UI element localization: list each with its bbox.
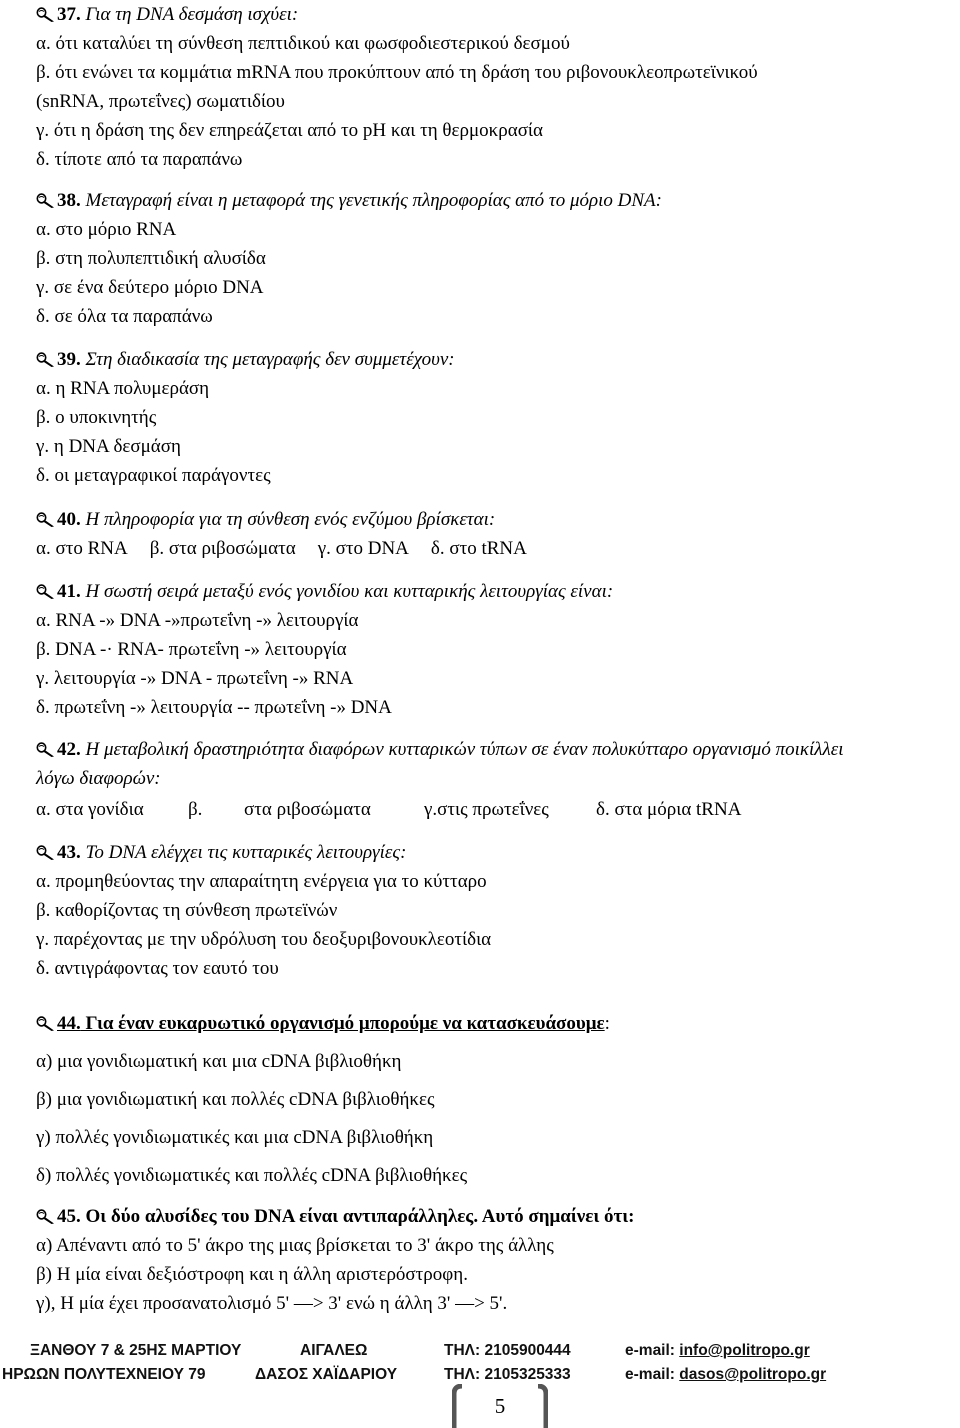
question-number: 37.: [57, 4, 81, 25]
pencil-icon: [36, 843, 56, 861]
option-c: γ) πολλές γονιδιωματικές και μια cDNA βιβλιοθήκη: [36, 1127, 434, 1148]
footer-email-label: e-mail:: [625, 1342, 680, 1359]
option-b: β. ότι ενώνει τα κομμάτια mRNA που προκύπτουν από τη δράση του ριβονουκλεοπρωτεϊνικού: [36, 62, 758, 83]
option-a: α. ότι καταλύει τη σύνθεση πεπτιδικού και φωσφοδιεστερικού δεσμού: [36, 33, 570, 54]
question-header: [36, 505, 952, 534]
option-b: β. καθορίζοντας τη σύνθεση πρωτεϊνών: [36, 900, 338, 921]
question-header: [36, 0, 952, 29]
option-a: α. η RNA πολυμεράση: [36, 378, 210, 399]
footer-area: ΔΑΣΟΣ ΧΑΪΔΑΡΙΟΥ: [255, 1366, 398, 1383]
option-c: γ. στο DNA: [317, 538, 409, 559]
option-b: β. στα ριβοσώματα: [149, 538, 296, 559]
option-c: γ), Η μία έχει προσανατολισμό 5' —> 3' ενώ η άλλη 3' —> 5'.: [36, 1293, 508, 1314]
footer-area: ΑΙΓΑΛΕΩ: [300, 1342, 368, 1359]
question-text: Η μεταβολική δραστηριότητα διαφόρων κυτταρικών τύπων σε έναν πολυκύτταρο οργανισμό ποικίλλει: [80, 739, 844, 760]
option-b: β) μια γονιδιωματική και πολλές cDNA βιβλιοθήκες: [36, 1089, 435, 1110]
question-header: [36, 735, 952, 764]
option-d: δ. σε όλα τα παραπάνω: [36, 306, 213, 327]
question-number: 43.: [57, 842, 81, 863]
question-text: Η σωστή σειρά μεταξύ ενός γονιδίου και κυτταρικής λειτουργίας είναι:: [80, 581, 614, 602]
footer-email: [625, 1360, 826, 1389]
question-number: 42.: [57, 739, 81, 760]
question-41: [36, 577, 952, 722]
question-42: [36, 735, 952, 827]
option-d: δ. τίποτε από τα παραπάνω: [36, 149, 243, 170]
option-c: γ. λειτουργία -» DNA - πρωτεΐνη -» RNA: [36, 668, 354, 689]
pencil-icon: [36, 582, 56, 600]
question-40: [36, 505, 952, 563]
option-b: β) Η μία είναι δεξιόστροφη και η άλλη αριστερόστροφη.: [36, 1264, 468, 1285]
question-header: [36, 577, 952, 606]
footer-phone: ΤΗΛ: 2105900444: [444, 1342, 571, 1359]
question-text: Για έναν ευκαρυωτικό οργανισμό μπορούμε να κατασκευάσουμε: [80, 1013, 605, 1034]
option-a: α. στο μόριο RNA: [36, 219, 177, 240]
option-d: δ. στα μόρια tRNA: [596, 799, 742, 820]
question-number: 40.: [57, 509, 81, 530]
question-header: [36, 1202, 952, 1231]
option-c: γ.στις πρωτεΐνες: [424, 799, 549, 820]
option-d: δ) πολλές γονιδιωματικές και πολλές cDNA βιβλιοθήκες: [36, 1165, 468, 1186]
question-header: [36, 1005, 952, 1043]
pencil-icon: [36, 740, 56, 758]
question-header: [36, 345, 952, 374]
question-37: [36, 0, 952, 174]
pencil-icon: [36, 191, 56, 209]
option-c: γ. η DNA δεσμάση: [36, 436, 181, 457]
options-row: [36, 793, 952, 827]
question-header: [36, 186, 952, 215]
question-45: [36, 1202, 952, 1318]
question-header: [36, 838, 952, 867]
question-44: [36, 1005, 952, 1195]
option-b: β. DNA -· RNA- πρωτεΐνη -» λειτουργία: [36, 639, 347, 660]
option-d: δ. πρωτεΐνη -» λειτουργία -- πρωτεΐνη -» DNA: [36, 697, 392, 718]
question-number: 39.: [57, 349, 81, 370]
page-number-box: [452, 1384, 548, 1428]
option-b: β. ο υποκινητής: [36, 407, 157, 428]
option-a: α. προμηθεύοντας την απαραίτητη ενέργεια για το κύτταρο: [36, 871, 487, 892]
option-c: γ. ότι η δράση της δεν επηρεάζεται από το pH και τη θερμοκρασία: [36, 120, 543, 141]
question-text: Για τη DNA δεσμάση ισχύει:: [80, 4, 299, 25]
option-a: α. RNA -» DNA -»πρωτεΐνη -» λειτουργία: [36, 610, 359, 631]
pencil-icon: [36, 1207, 56, 1225]
question-text: Η πληροφορία για τη σύνθεση ενός ενζύμου βρίσκεται:: [80, 509, 496, 530]
option-c: γ. παρέχοντας με την υδρόλυση του δεοξυριβονουκλεοτίδια: [36, 929, 492, 950]
question-43: [36, 838, 952, 983]
option-a: α) Απέναντι από το 5' άκρο της μιας βρίσκεται το 3' άκρο της άλλης: [36, 1235, 554, 1256]
option-b-continued: (snRNA, πρωτεΐνες) σωματιδίου: [36, 91, 285, 112]
option-a: α) μια γονιδιωματική και μια cDNA βιβλιοθήκη: [36, 1051, 402, 1072]
footer-phone: ΤΗΛ: 2105325333: [444, 1366, 571, 1383]
question-colon: :: [604, 1013, 610, 1034]
question-text-continued: λόγω διαφορών:: [36, 768, 161, 789]
option-d: δ. αντιγράφοντας τον εαυτό του: [36, 958, 279, 979]
question-number: 38.: [57, 190, 81, 211]
footer-email-label: e-mail:: [625, 1366, 680, 1383]
footer-email-link[interactable]: dasos@politropo.gr: [679, 1366, 827, 1383]
question-text: Το DNA ελέγχει τις κυτταρικές λειτουργίες:: [80, 842, 407, 863]
option-a: α. στα γονίδια: [36, 799, 144, 820]
page-number: 5: [494, 1394, 506, 1418]
footer-address: ΞΑΝΘΟΥ 7 & 25ΗΣ ΜΑΡΤΙΟΥ: [30, 1342, 242, 1359]
option-a: α. στο RNA: [36, 538, 128, 559]
question-number: 44.: [57, 1013, 81, 1034]
pencil-icon: [36, 1014, 56, 1032]
pencil-icon: [36, 350, 56, 368]
option-d: δ. οι μεταγραφικοί παράγοντες: [36, 465, 271, 486]
pencil-icon: [36, 510, 56, 528]
option-c: γ. σε ένα δεύτερο μόριο DNA: [36, 277, 264, 298]
question-text: Στη διαδικασία της μεταγραφής δεν συμμετέχουν:: [80, 349, 455, 370]
pencil-icon: [36, 5, 56, 23]
question-text: Οι δύο αλυσίδες του DNA είναι αντιπαράλληλες. Αυτό σημαίνει ότι:: [80, 1206, 635, 1227]
question-39: [36, 345, 952, 490]
option-b-text: στα ριβοσώματα: [244, 799, 371, 820]
question-text: Μεταγραφή είναι η μεταφορά της γενετικής πληροφορίας από το μόριο DNA:: [80, 190, 662, 211]
option-b: β. στη πολυπεπτιδική αλυσίδα: [36, 248, 266, 269]
option-d: δ. στο tRNA: [430, 538, 527, 559]
options-row: [36, 534, 952, 563]
option-b-letter: β.: [188, 799, 203, 820]
question-number: 41.: [57, 581, 81, 602]
question-38: [36, 186, 952, 331]
question-number: 45.: [57, 1206, 81, 1227]
footer-address: ΗΡΩΩΝ ΠΟΛΥΤΕΧΝΕΙΟΥ 79: [2, 1366, 206, 1383]
footer-email-link[interactable]: info@politropo.gr: [679, 1342, 810, 1359]
